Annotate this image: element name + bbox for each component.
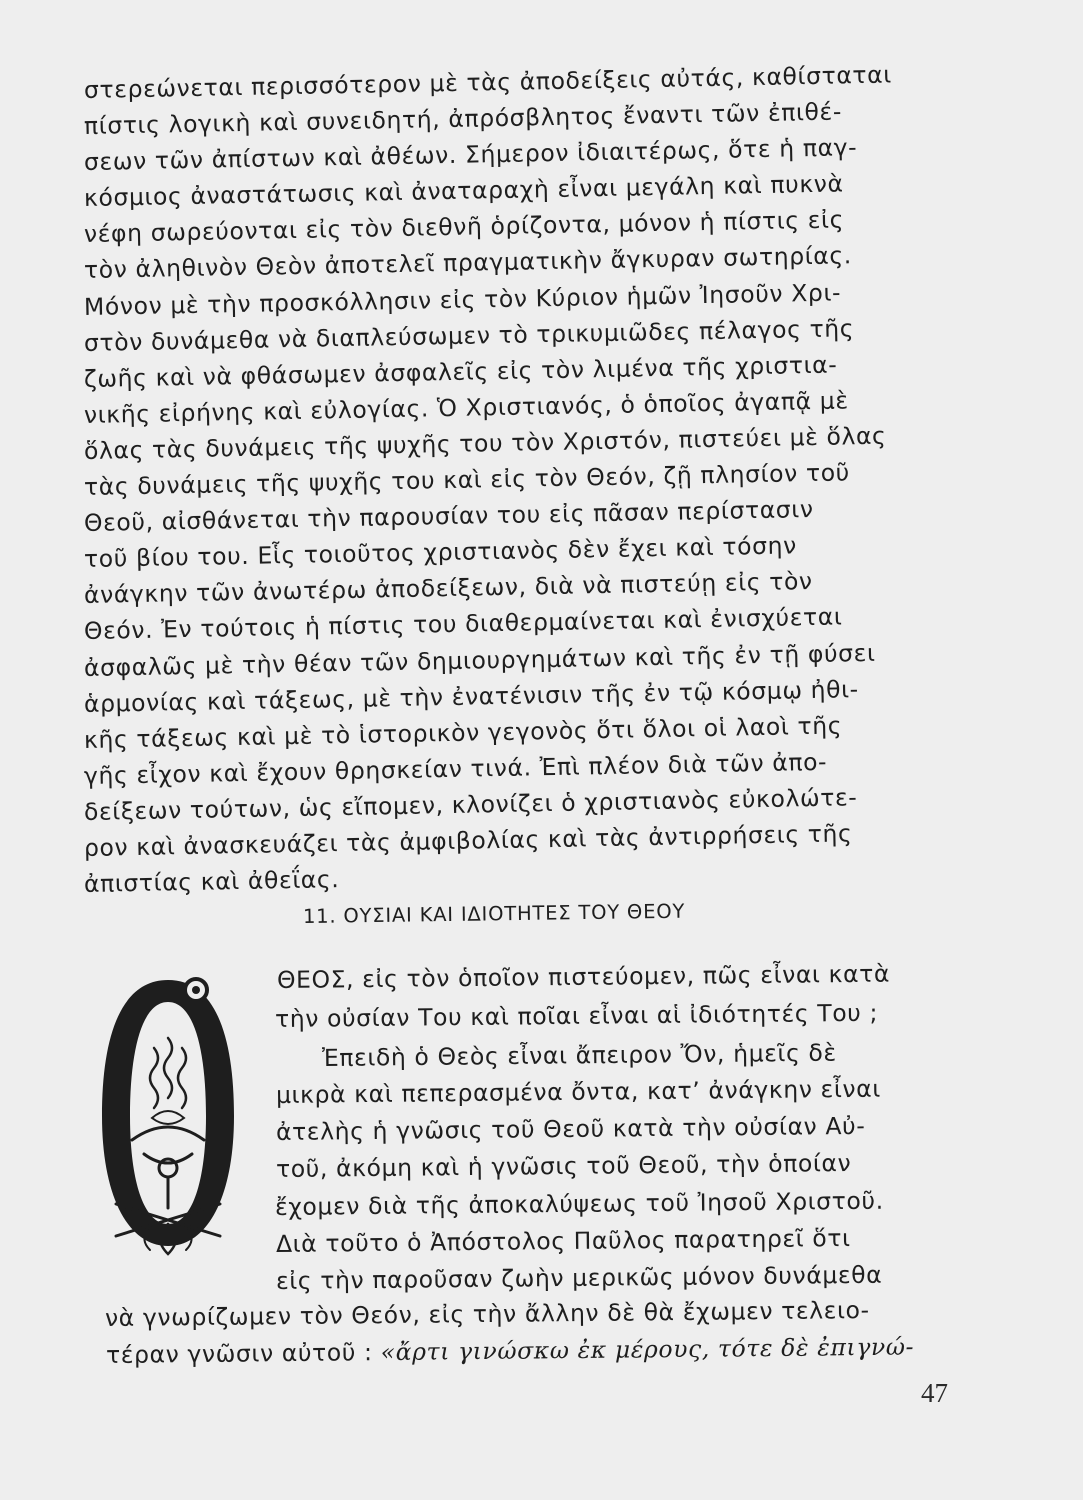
decorated-initial-omicron bbox=[92, 968, 244, 1258]
text-line: τὸν ἀληθινὸν Θεὸν ἀποτελεῖ πραγματικὴν ἄγκυραν σωτηρίας. bbox=[83, 241, 853, 285]
text-line: νικῆς εἰρήνης καὶ εὐλογίας. Ὁ Χριστιανός, ὁ ὁποῖος ἀγαπᾷ μὲ bbox=[83, 386, 849, 429]
text-line: γῆς εἶχον καὶ ἔχουν θρησκείαν τινά. Ἐπὶ πλέον διὰ τῶν ἀπο- bbox=[83, 747, 828, 790]
text-line: ἀνάγκην τῶν ἀνωτέρω ἀποδείξεων, διὰ νὰ πιστεύῃ εἰς τὸν bbox=[83, 567, 813, 610]
text-line: κόσμιος ἀναστάτωσις καὶ ἀναταραχὴ εἶναι μεγάλη καὶ πυκνὰ bbox=[83, 169, 844, 213]
text-line: στερεώνεται περισσότερον μὲ τὰς ἀποδείξεις αὐτάς, καθίσταται bbox=[83, 60, 893, 104]
text-line: τοῦ, ἀκόμη καὶ ἡ γνῶσις τοῦ Θεοῦ, τὴν ὁποίαν bbox=[275, 1148, 852, 1183]
text-line: ζωῆς καὶ νὰ φθάσωμεν ἀσφαλεῖς εἰς τὸν λιμένα τῆς χριστια- bbox=[83, 350, 838, 393]
text-line: Μόνον μὲ τὴν προσκόλλησιν εἰς τὸν Κύριον ἡμῶν Ἰησοῦν Χρι- bbox=[83, 278, 842, 321]
text-line: πίστις λογικὴ καὶ συνειδητή, ἀπρόσβλητος ἔναντι τῶν ἐπιθέ- bbox=[83, 97, 843, 141]
text-line: Διὰ τοῦτο ὁ Ἀπόστολος Παῦλος παρατηρεῖ ὅτι bbox=[275, 1223, 851, 1258]
text-line: ἀσφαλῶς μὲ τὴν θέαν τῶν δημιουργημάτων καὶ τῆς ἐν τῇ φύσει bbox=[83, 638, 876, 682]
page-number: 47 bbox=[921, 1378, 948, 1408]
text-segment: τέραν γνῶσιν αὐτοῦ : bbox=[105, 1338, 381, 1369]
text-line: τὴν οὐσίαν Του καὶ ποῖαι εἶναι αἱ ἰδιότητές Του ; bbox=[274, 998, 879, 1033]
text-line: νέφη σωρεύονται εἰς τὸν διεθνῆ ὁρίζοντα, μόνον ἡ πίστις εἰς bbox=[83, 205, 845, 249]
text-line: ρον καὶ ἀνασκευάζει τὰς ἀμφιβολίας καὶ τὰς ἀντιρρήσεις τῆς bbox=[83, 819, 853, 862]
text-line: κῆς τάξεως καὶ μὲ τὸ ἱστορικὸν γεγονὸς ὅτι ὅλοι οἱ λαοὶ τῆς bbox=[83, 711, 843, 754]
text-line: μικρὰ καὶ πεπερασμένα ὄντα, κατ’ ἀνάγκην εἶναι bbox=[275, 1074, 881, 1109]
text-line: δείξεων τούτων, ὡς εἴπομεν, κλονίζει ὁ χριστιανὸς εὐκολώτε- bbox=[83, 783, 858, 826]
text-line: σεων τῶν ἀπίστων καὶ ἀθέων. Σήμερον ἰδιαιτέρως, ὅτε ἡ παγ- bbox=[83, 133, 858, 177]
body-paragraph bbox=[83, 60, 954, 902]
quote-segment: «ἄρτι γινώσκω ἐκ μέρους, τότε δὲ ἐπιγνώ- bbox=[380, 1332, 915, 1367]
text-line: Θεοῦ, αἰσθάνεται τὴν παρουσίαν του εἰς πᾶσαν περίστασιν bbox=[83, 495, 814, 538]
text-line: ἁρμονίας καὶ τάξεως, μὲ τὴν ἐνατένισιν τῆς ἐν τῷ κόσμῳ ἠθι- bbox=[83, 674, 860, 718]
text-line: εἰς τὴν παροῦσαν ζωὴν μερικῶς μόνον δυνάμεθα bbox=[275, 1260, 883, 1295]
text-line-with-quote bbox=[106, 1329, 914, 1373]
text-line: νὰ γνωρίζωμεν τὸν Θεόν, εἰς τὴν ἄλλην δὲ θὰ ἔχωμεν τελειο- bbox=[104, 1295, 870, 1332]
text-line: τὰς δυνάμεις τῆς ψυχῆς του καὶ εἰς τὸν Θεόν, ζῇ πλησίον τοῦ bbox=[83, 458, 851, 502]
text-line: Ἐπειδὴ ὁ Θεὸς εἶναι ἄπειρον Ὄν, ἡμεῖς δὲ bbox=[321, 1038, 837, 1072]
text-line: ΘΕΟΣ, εἰς τὸν ὁποῖον πιστεύομεν, πῶς εἶναι κατὰ bbox=[276, 959, 891, 994]
text-line: ἀτελὴς ἡ γνῶσις τοῦ Θεοῦ κατὰ τὴν οὐσίαν Αὐ- bbox=[275, 1111, 866, 1146]
text-line: ἀπιστίας καὶ ἀθεΐας. bbox=[83, 865, 340, 899]
text-line: ἔχομεν διὰ τῆς ἀποκαλύψεως τοῦ Ἰησοῦ Χριστοῦ. bbox=[274, 1186, 884, 1221]
text-line: τοῦ βίου του. Εἷς τοιοῦτος χριστιανὸς δὲν ἔχει καὶ τόσην bbox=[83, 531, 798, 574]
text-line: Θεόν. Ἐν τούτοις ἡ πίστις του διαθερμαίνεται καὶ ἐνισχύεται bbox=[83, 602, 843, 646]
section-heading: 11. ΟΥΣΙΑΙ ΚΑΙ ΙΔΙΟΤΗΤΕΣ ΤΟΥ ΘΕΟΥ bbox=[302, 899, 686, 928]
text-line: στὸν δυνάμεθα νὰ διαπλεύσωμεν τὸ τρικυμιῶδες πέλαγος τῆς bbox=[83, 313, 855, 357]
text-line: ὅλας τὰς δυνάμεις τῆς ψυχῆς του τὸν Χριστόν, πιστεύει μὲ ὅλας bbox=[83, 421, 887, 465]
